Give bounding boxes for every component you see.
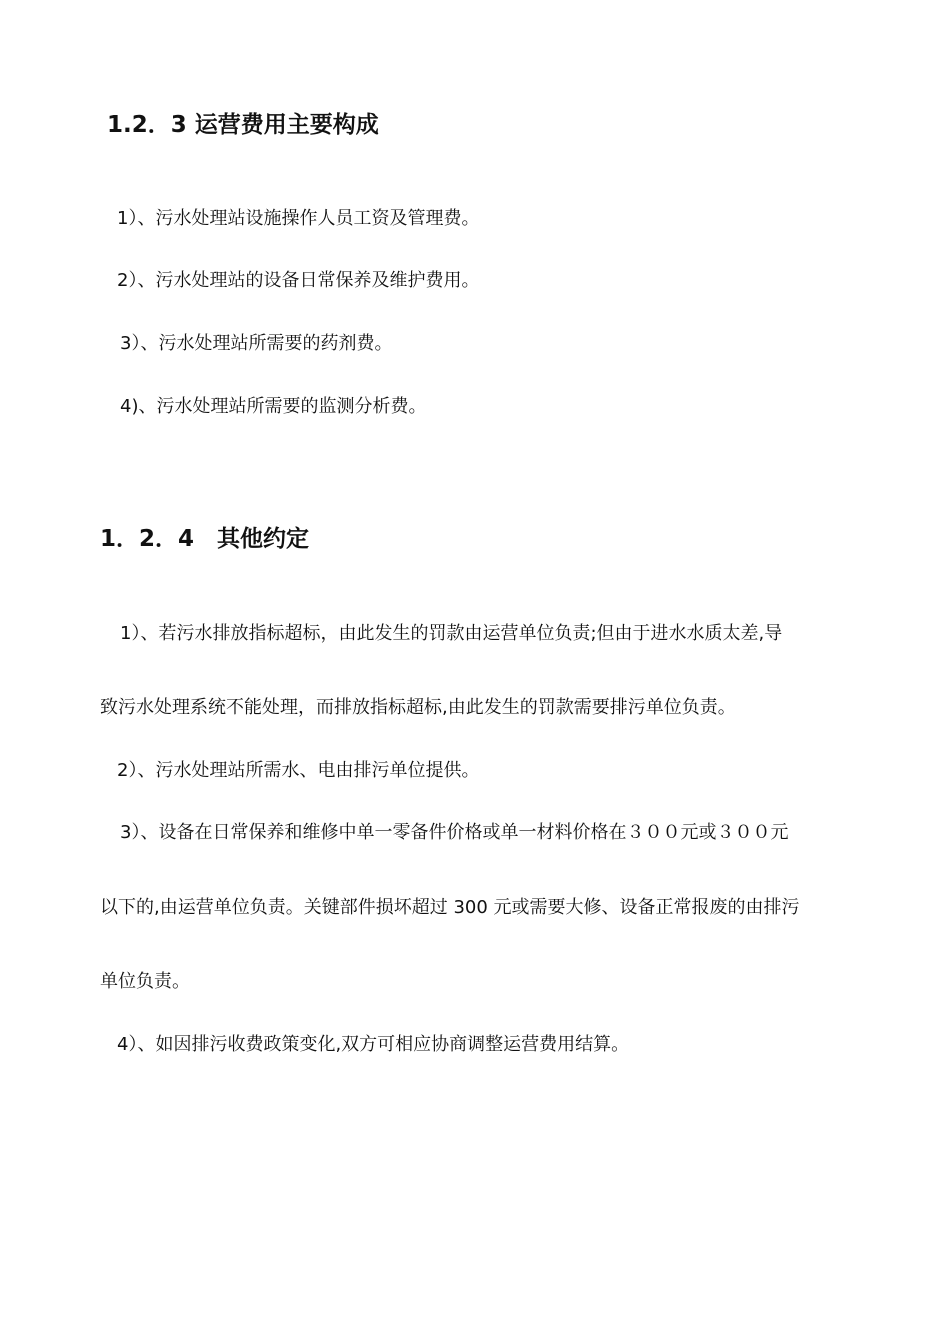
section-1-2-4-item-4: 4）、如因排污收费政策变化,双方可相应协商调整运营费用结算。 [117, 1034, 630, 1055]
section-1-2-3-item-2: 2）、污水处理站的设备日常保养及维护费用。 [117, 270, 480, 291]
section-1-2-4-item-3-line-2: 以下的,由运营单位负责。关键部件损坏超过 300 元或需要大修、设备正常报废的由排污 [100, 897, 800, 918]
section-1-2-3-item-3: 3）、污水处理站所需要的药剂费。 [120, 333, 393, 354]
section-1-2-4-item-1-line-1: 1）、若污水排放指标超标，由此发生的罚款由运营单位负责;但由于进水水质太差,导 [120, 623, 783, 644]
section-1-2-4-item-2: 2）、污水处理站所需水、电由排污单位提供。 [117, 760, 480, 781]
section-heading-1-2-4: 1．2．4 其他约定 [100, 526, 310, 552]
section-1-2-4-item-3-line-1: 3）、设备在日常保养和维修中单一零备件价格或单一材料价格在３００元或３００元 [120, 822, 789, 843]
section-1-2-4-item-3-line-3: 单位负责。 [100, 971, 190, 992]
section-1-2-4-item-1-line-2: 致污水处理系统不能处理，而排放指标超标,由此发生的罚款需要排污单位负责。 [100, 697, 736, 718]
section-1-2-3-item-4: 4)、污水处理站所需要的监测分析费。 [120, 396, 427, 417]
section-heading-1-2-3: 1.2．3 运营费用主要构成 [107, 112, 379, 138]
section-1-2-3-item-1: 1）、污水处理站设施操作人员工资及管理费。 [117, 208, 480, 229]
